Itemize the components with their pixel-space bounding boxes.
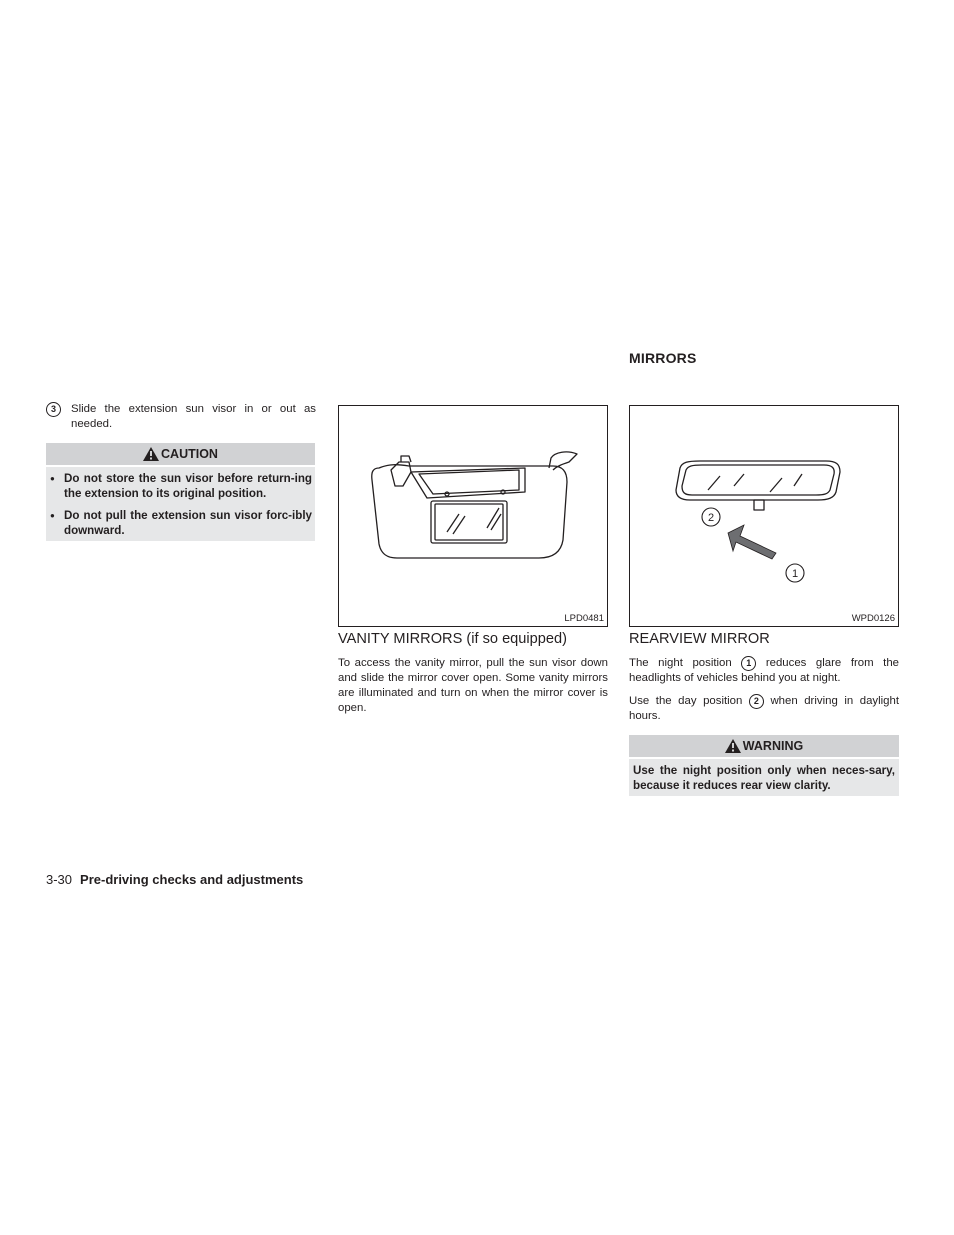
warning-body: Use the night position only when neces-sary, because it reduces rear view clarity. — [629, 759, 899, 796]
vanity-mirror-figure — [338, 405, 608, 627]
warning-header — [629, 735, 899, 757]
caution-box — [46, 443, 315, 541]
rearview-heading: REARVIEW MIRROR — [629, 631, 770, 647]
sun-visor-illustration — [339, 406, 607, 606]
chapter-title: Pre-driving checks and adjustments — [80, 872, 304, 887]
rearview-mirror-illustration — [630, 406, 898, 606]
vanity-heading: VANITY MIRRORS (if so equipped) — [338, 631, 567, 647]
warning-triangle-icon — [143, 447, 159, 461]
figure-code: WPD0126 — [851, 613, 895, 624]
caution-header — [46, 443, 315, 465]
warning-box — [629, 735, 899, 796]
rearview-mirror-figure — [629, 405, 899, 627]
step-number: 3 — [46, 402, 61, 417]
warning-title: WARNING — [742, 739, 804, 753]
text-part: when driving in daylight hours. — [629, 695, 899, 722]
text-part: Use the day position — [629, 695, 743, 707]
caution-body — [46, 467, 315, 541]
callout-number: 1 — [741, 656, 756, 671]
caution-item: ● Do not store the sun visor before return-ing the extension to its original position. — [49, 471, 312, 501]
rearview-day-text — [629, 694, 899, 724]
step-text: Slide the extension sun visor in or out as needed. — [71, 403, 316, 430]
vanity-text: To access the vanity mirror, pull the sun visor down and slide the mirror cover open. Some vanity mirrors are illuminated and turn on when the mirror cover is open. — [338, 657, 608, 714]
rearview-night-text — [629, 656, 899, 686]
caution-title: CAUTION — [161, 447, 218, 461]
callout-2-label: 2 — [707, 512, 715, 524]
callout-number: 2 — [749, 694, 764, 709]
section-title: MIRRORS — [629, 350, 697, 366]
text-part: reduces glare from the headlights of vehicles behind you at night. — [629, 657, 899, 684]
page-footer — [46, 872, 303, 887]
caution-item: ● Do not pull the extension sun visor forc-ibly downward. — [49, 508, 312, 538]
figure-code: LPD0481 — [564, 613, 604, 624]
text-part: The night position — [629, 657, 732, 669]
page-number: 3-30 — [46, 872, 73, 887]
callout-1-label: 1 — [791, 568, 799, 580]
step-3 — [46, 402, 316, 432]
warning-triangle-icon — [725, 739, 741, 753]
